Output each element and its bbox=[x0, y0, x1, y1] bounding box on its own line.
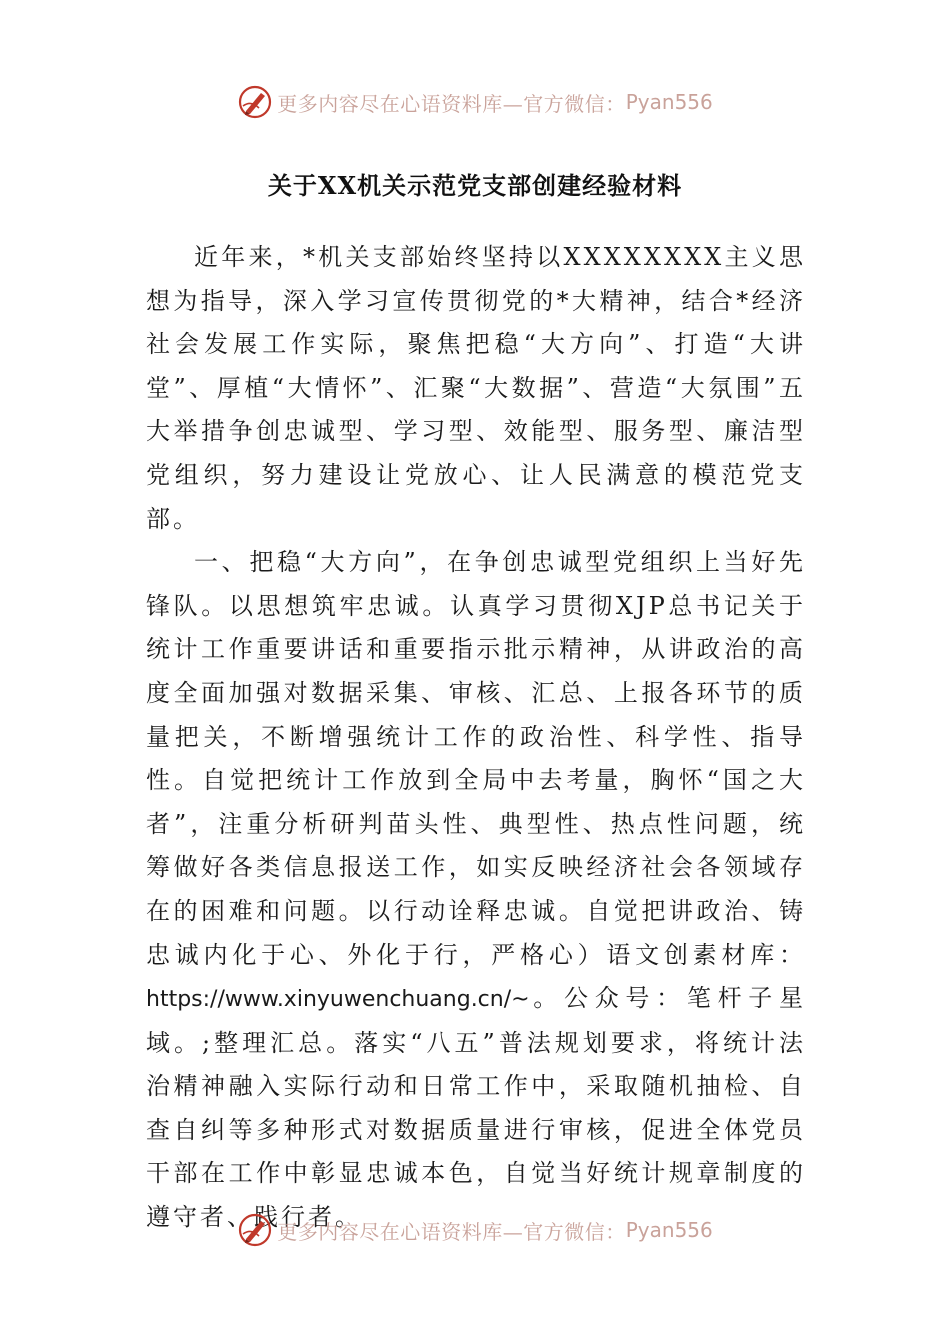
document-body bbox=[146, 236, 806, 1240]
banner-contact: Pyan556 bbox=[625, 1218, 713, 1242]
footer-banner bbox=[0, 1208, 950, 1252]
website-url: https://www.xinyuwenchuang.cn/~ bbox=[146, 987, 530, 1013]
paragraph-text: 。公众号：笔杆子星域。;整理汇总。落实“八五”普法规划要求，将统计法治精神融入实际行动和日常工作中，采取随机抽检、自查自纠等多种形式对数据质量进行审核，促进全体党员干部在工作中彰显忠诚本色，自觉当好统计规章制度的遵守者、践行者。 bbox=[146, 984, 806, 1232]
banner-text: 更多内容尽在心语资料库—官方微信： bbox=[277, 91, 626, 116]
pen-logo-icon bbox=[237, 1212, 273, 1248]
banner-text: 更多内容尽在心语资料库—官方微信： bbox=[277, 1219, 626, 1244]
header-banner bbox=[0, 80, 950, 124]
pen-logo-icon bbox=[237, 84, 273, 120]
paragraph-section-one bbox=[146, 541, 806, 1240]
banner-contact: Pyan556 bbox=[625, 90, 713, 114]
paragraph-intro: 近年来，*机关支部始终坚持以XXXXXXXX主义思想为指导，深入学习宣传贯彻党的*大精神，结合*经济社会发展工作实际，聚焦把稳“大方向”、打造“大讲堂”、厚植“大情怀”、汇聚“大数据”、营造“大氛围”五大举措争创忠诚型、学习型、效能型、服务型、廉洁型党组织，努力建设让党放心、让人民满意的模范党支部。 bbox=[146, 243, 806, 533]
paragraph-text: 一、把稳“大方向”，在争创忠诚型党组织上当好先锋队。以思想筑牢忠诚。认真学习贯彻XJP总书记关于统计工作重要讲话和重要指示批示精神，从讲政治的高度全面加强对数据采集、审核、汇总、上报各环节的质量把关，不断增强统计工作的政治性、科学性、指导性。自觉把统计工作放到全局中去考量，胸怀“国之大者”，注重分析研判苗头性、典型性、热点性问题，统筹做好各类信息报送工作，如实反映经济社会各领域存在的困难和问题。以行动诠释忠诚。自觉把讲政治、铸忠诚内化于心、外化于行，严格心）语文创素材库： bbox=[146, 548, 806, 969]
document-title: 关于XX机关示范党支部创建经验材料 bbox=[267, 171, 683, 200]
